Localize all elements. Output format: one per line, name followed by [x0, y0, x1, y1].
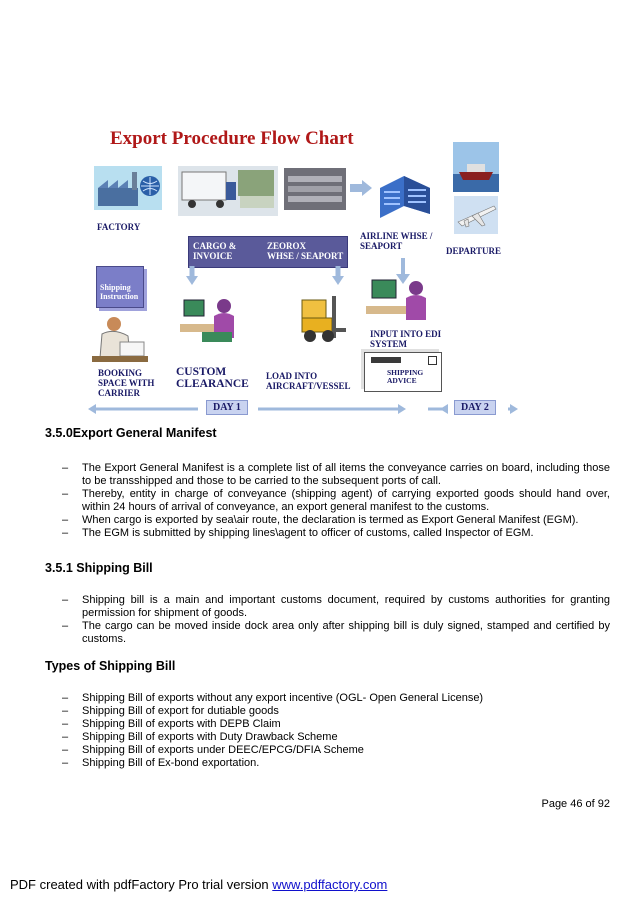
ship-illustration	[453, 142, 499, 192]
label-departure: DEPARTURE	[446, 246, 502, 256]
label-shipping-advice: SHIPPING ADVICE	[387, 368, 424, 385]
day2-badge: DAY 2	[454, 400, 496, 415]
list-item: – Thereby, entity in charge of conveyance (shipping agent) of carrying exported goods should hand over, within 24 hours of arrival of conveyance, an export general manifest to the customs.	[62, 488, 610, 514]
list-item: – The cargo can be moved inside dock area only after shipping bill is duly signed, stamped and certified by customs.	[62, 620, 610, 646]
split-arrow-icon	[186, 266, 350, 286]
label-shipping-instruction: Shipping Instruction	[100, 283, 139, 301]
checkbox-icon	[428, 356, 437, 365]
airplane-illustration	[454, 196, 498, 234]
page-number: Page 46 of 92	[541, 798, 610, 810]
shipping-bill-list	[62, 594, 610, 646]
day1-badge: DAY 1	[206, 400, 248, 415]
list-item: – Shipping Bill of exports with DEPB Claim	[62, 718, 610, 731]
list-item: – The Export General Manifest is a complete list of all items the conveyance carries on board, including those to be transshipped and those to be carried to the subsequent ports of call.	[62, 462, 610, 488]
list-item: – When cargo is exported by sea\air route, the declaration is termed as Export General Manifest (EGM).	[62, 514, 610, 527]
factory-illustration	[94, 166, 162, 210]
heading-export-general-manifest: 3.5.0Export General Manifest	[45, 426, 217, 440]
footer-link[interactable]: www.pdffactory.com	[272, 877, 388, 892]
manifest-list	[62, 462, 610, 540]
export-flow-chart	[88, 118, 518, 418]
list-item: – Shipping Bill of exports under DEEC/EPCG/DFIA Scheme	[62, 744, 610, 757]
warehouse-illustration	[284, 168, 346, 210]
arrow-icon	[350, 180, 372, 196]
label-airline: AIRLINE WHSE / SEAPORT	[360, 231, 433, 251]
footer-text: PDF created with pdfFactory Pro trial version	[10, 877, 273, 892]
list-item: – Shipping Bill of exports with Duty Drawback Scheme	[62, 731, 610, 744]
edi-operator-illustration	[366, 276, 432, 326]
cargo-zeorox-box	[188, 236, 348, 268]
label-custom-clearance: CUSTOM CLEARANCE	[176, 366, 249, 390]
heading-types-of-shipping-bill: Types of Shipping Bill	[45, 659, 176, 673]
airline-building-illustration	[374, 168, 436, 224]
customs-operator-illustration	[180, 294, 238, 344]
flowchart-title: Export Procedure Flow Chart	[110, 128, 354, 149]
list-item: – Shipping Bill of Ex-bond exportation.	[62, 757, 610, 770]
list-item: – The EGM is submitted by shipping lines\agent to officer of customs, called Inspector of EGM.	[62, 527, 610, 540]
list-item: – Shipping Bill of export for dutiable goods	[62, 705, 610, 718]
document-bar	[371, 357, 401, 363]
pdf-footer	[10, 877, 387, 892]
shipping-instruction-document	[96, 266, 144, 308]
truck-illustration	[178, 166, 278, 216]
label-load-into: LOAD INTO AIRCRAFT/VESSEL	[266, 371, 351, 391]
booking-clerk-illustration	[92, 314, 148, 364]
forklift-illustration	[292, 292, 346, 346]
label-zeorox: ZEOROX WHSE / SEAPORT	[267, 241, 344, 261]
label-input-edi: INPUT INTO EDI SYSTEM	[370, 329, 442, 349]
label-booking: BOOKING SPACE WITH CARRIER	[98, 368, 155, 398]
heading-shipping-bill: 3.5.1 Shipping Bill	[45, 561, 153, 575]
list-item: – Shipping bill is a main and important customs document, required by customs authorities for granting permission for shipment of goods.	[62, 594, 610, 620]
label-cargo-invoice: CARGO & INVOICE	[193, 241, 237, 261]
shipping-advice-document	[364, 352, 442, 392]
types-list	[62, 692, 610, 770]
label-factory: FACTORY	[97, 222, 141, 232]
list-item: – Shipping Bill of exports without any export incentive (OGL- Open General License)	[62, 692, 610, 705]
